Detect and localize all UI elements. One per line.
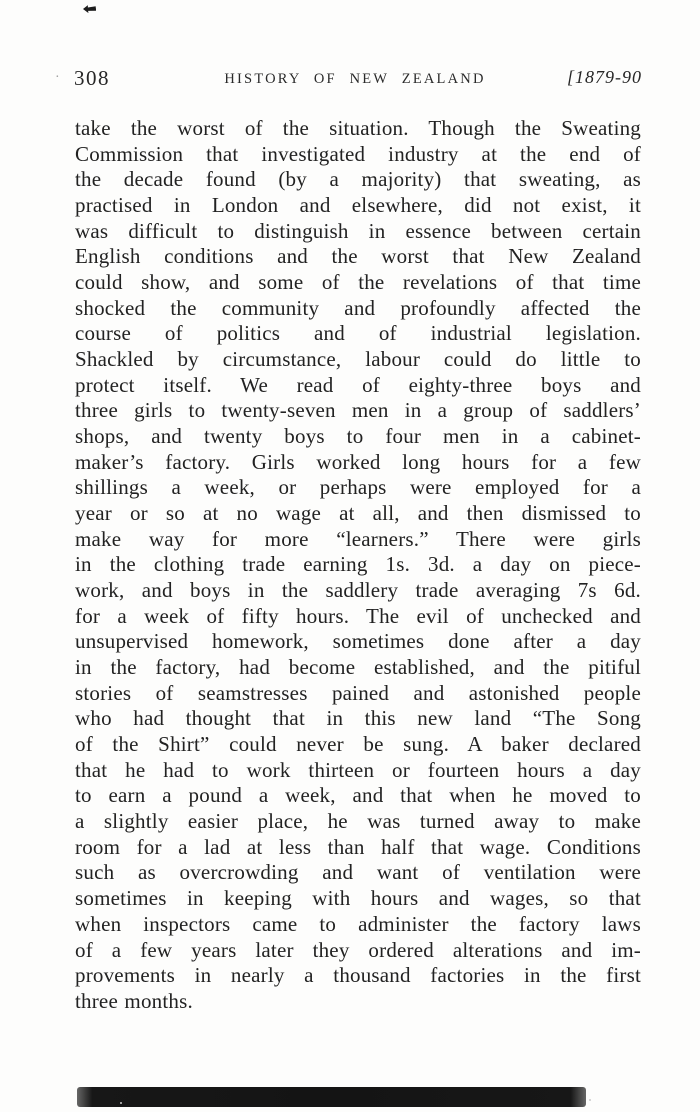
text-line: of the Shirt” could never be sung. A baker declared [75, 732, 641, 757]
text-line: Shackled by circumstance, labour could do little to [75, 347, 641, 372]
text-line: three girls to twenty-seven men in a group of saddlers’ [75, 398, 641, 423]
text-line: maker’s factory. Girls worked long hours for a few [75, 449, 641, 474]
scan-shadow-band [77, 1087, 586, 1107]
text-line: room for a lad at less than half that wage. Conditions [75, 834, 641, 859]
scan-speck [589, 1099, 591, 1101]
text-line: shops, and twenty boys to four men in a cabinet- [75, 424, 641, 449]
text-line: three months. [75, 988, 193, 1013]
page-body-text [75, 116, 641, 1015]
scan-speck [120, 1102, 122, 1104]
text-line: shillings a week, or perhaps were employed for a [75, 475, 641, 500]
text-line: protect itself. We read of eighty-three boys and [75, 372, 641, 397]
text-line: take the worst of the situation. Though the Sweating [75, 116, 641, 140]
text-line: was difficult to distinguish in essence between certain [75, 218, 641, 243]
text-line: such as overcrowding and want of ventilation were [75, 860, 641, 885]
text-line: could show, and some of the revelations of that time [75, 270, 641, 295]
page-number: 308 [74, 66, 110, 90]
text-line: a slightly easier place, he was turned away to make [75, 809, 641, 834]
text-line: Commission that investigated industry at the end of [75, 141, 641, 166]
text-line: when inspectors came to administer the factory laws [75, 911, 641, 936]
text-line: work, and boys in the saddlery trade averaging 7s 6d. [75, 578, 641, 603]
text-line: of a few years later they ordered alterations and im- [75, 937, 641, 962]
page-header [0, 62, 700, 94]
text-line: for a week of fifty hours. The evil of unchecked and [75, 603, 641, 628]
running-title: HISTORY OF NEW ZEALAND [224, 71, 486, 87]
date-range: [1879-90 [567, 67, 642, 87]
text-line: the decade found (by a majority) that sweating, as [75, 167, 641, 192]
text-line: practised in London and elsewhere, did not exist, it [75, 193, 641, 218]
text-line: sometimes in keeping with hours and wages, so that [75, 886, 641, 911]
text-line: make way for more “learners.” There were girls [75, 526, 641, 551]
text-line: English conditions and the worst that New Zealand [75, 244, 641, 269]
text-line: in the clothing trade earning 1s. 3d. a day on piece- [75, 552, 641, 577]
text-line: that he had to work thirteen or fourteen hours a day [75, 757, 641, 782]
text-line: unsupervised homework, sometimes done after a day [75, 629, 641, 654]
scan-smudge-mark [83, 5, 97, 14]
text-line: stories of seamstresses pained and astonished people [75, 680, 641, 705]
text-line: who had thought that in this new land “The Song [75, 706, 641, 731]
text-line: in the factory, had become established, and the pitiful [75, 655, 641, 680]
text-line: course of politics and of industrial legislation. [75, 321, 641, 346]
text-line: shocked the community and profoundly affected the [75, 295, 641, 320]
text-line: to earn a pound a week, and that when he moved to [75, 783, 641, 808]
text-line: provements in nearly a thousand factories in the first [75, 963, 641, 988]
margin-dot: · [55, 70, 60, 85]
text-line: year or so at no wage at all, and then dismissed to [75, 501, 641, 526]
